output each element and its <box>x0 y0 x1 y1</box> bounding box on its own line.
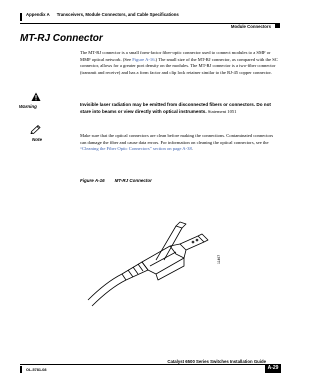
body-text-start: The MT-RJ connector is a small form-factor fiber-optic connector used to connect modules to a SMF or MMF optical network. (See <box>80 50 271 62</box>
note-text-end: . <box>191 146 193 152</box>
body-text-end: .) The small size of the MT-RJ connector, as compared with the SC connector, allows for a greater port density on the modules. The MT-RJ connector is a two-fiber connector (transmit and receive) and has a form factor and clip lock retainer similar to the RJ-45 copper connector. <box>80 56 278 75</box>
note-text-start: Make sure that the optical connectors are clean before making the connections. Contaminated connectors can damage the fiber and cause data errors. For information on cleaning the optical connectors, see the <box>80 133 274 145</box>
pencil-icon <box>30 124 42 134</box>
header-section: Module Connectors <box>230 23 271 29</box>
footer-guide-title: Catalyst 6500 Series Switches Installation Guide <box>167 359 266 364</box>
figure-title: MT-RJ Connector <box>114 178 152 183</box>
warning-label: Warning <box>19 104 37 109</box>
mt-rj-connector-illustration <box>80 188 230 318</box>
footer-bar <box>20 366 22 373</box>
page-title: MT-RJ Connector <box>20 33 103 44</box>
warning-bold-text: Invisible laser radiation may be emitted from disconnected fibers or connectors. Do not stare into beams or view directly with optical instruments. <box>80 102 271 114</box>
figure-number: Figure A-16 <box>80 178 105 183</box>
footer-doc-code: OL-5781-08 <box>26 368 47 372</box>
note-label: Note <box>32 137 42 142</box>
cleaning-section-link[interactable]: “Cleaning the Fiber Optic Connectors” section on page A-38 <box>80 146 192 152</box>
header-square <box>275 23 280 28</box>
body-paragraph <box>80 50 278 76</box>
figure-id: 11467 <box>217 254 221 264</box>
page-number: A-29 <box>265 364 281 373</box>
warning-text <box>80 102 278 115</box>
figure-caption <box>80 178 152 183</box>
footer-rule <box>20 364 280 365</box>
warning-statement: Statement 1051 <box>206 108 237 114</box>
warning-icon <box>31 92 41 102</box>
header-chapter: Appendix A Transceivers, Module Connectors, and Cable Specifications <box>26 12 179 17</box>
header-bar <box>20 13 22 21</box>
note-text <box>80 133 278 153</box>
figure-link[interactable]: Figure A-16 <box>132 56 155 62</box>
